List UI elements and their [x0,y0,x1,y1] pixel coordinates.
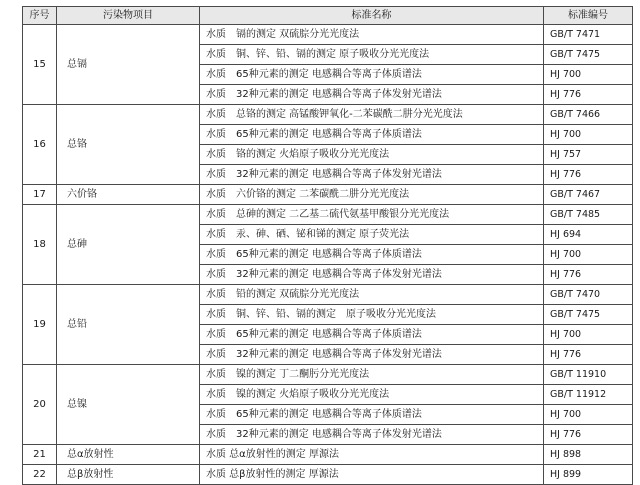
table-row [23,285,633,305]
cell-standard-name: 水质 32种元素的测定 电感耦合等离子体发射光谱法 [200,345,544,365]
cell-seq: 16 [23,105,57,185]
cell-pollutant: 总铅 [57,285,200,365]
cell-standard-name: 水质 32种元素的测定 电感耦合等离子体发射光谱法 [200,165,544,185]
cell-standard-name: 水质 32种元素的测定 电感耦合等离子体发射光谱法 [200,425,544,445]
cell-standard-code: HJ 700 [544,245,633,265]
cell-standard-code: HJ 776 [544,425,633,445]
cell-standard-code: GB/T 11912 [544,385,633,405]
cell-standard-name: 水质 镍的测定 火焰原子吸收分光光度法 [200,385,544,405]
cell-seq: 21 [23,445,57,465]
cell-seq: 18 [23,205,57,285]
cell-standard-code: HJ 700 [544,65,633,85]
cell-standard-code: GB/T 7470 [544,285,633,305]
cell-seq: 22 [23,465,57,485]
cell-standard-name: 水质 65种元素的测定 电感耦合等离子体质谱法 [200,125,544,145]
cell-pollutant: 六价铬 [57,185,200,205]
cell-seq: 20 [23,365,57,445]
table-row [23,465,633,485]
standards-table [22,6,633,485]
cell-standard-name: 水质 总α放射性的测定 厚源法 [200,445,544,465]
cell-standard-code: HJ 898 [544,445,633,465]
cell-standard-name: 水质 六价铬的测定 二苯碳酰二肼分光光度法 [200,185,544,205]
cell-standard-code: GB/T 7475 [544,305,633,325]
cell-standard-code: GB/T 11910 [544,365,633,385]
cell-seq: 17 [23,185,57,205]
cell-pollutant: 总β放射性 [57,465,200,485]
cell-standard-code: HJ 776 [544,265,633,285]
cell-standard-code: HJ 700 [544,325,633,345]
table-row [23,25,633,45]
header-standard-code: 标准编号 [544,7,633,25]
cell-pollutant: 总砷 [57,205,200,285]
header-row [23,7,633,25]
cell-standard-name: 水质 铬的测定 火焰原子吸收分光光度法 [200,145,544,165]
cell-pollutant: 总镉 [57,25,200,105]
cell-standard-code: HJ 700 [544,125,633,145]
cell-standard-name: 水质 65种元素的测定 电感耦合等离子体质谱法 [200,325,544,345]
table-row [23,365,633,385]
cell-standard-name: 水质 汞、砷、硒、铋和锑的测定 原子荧光法 [200,225,544,245]
cell-standard-name: 水质 65种元素的测定 电感耦合等离子体质谱法 [200,245,544,265]
cell-pollutant: 总α放射性 [57,445,200,465]
cell-standard-name: 水质 总铬的测定 高锰酸钾氧化-二苯碳酰二肼分光光度法 [200,105,544,125]
cell-standard-name: 水质 32种元素的测定 电感耦合等离子体发射光谱法 [200,265,544,285]
header-seq: 序号 [23,7,57,25]
table-row [23,445,633,465]
cell-standard-code: HJ 776 [544,85,633,105]
cell-standard-name: 水质 镉的测定 双硫腙分光光度法 [200,25,544,45]
header-pollutant: 污染物项目 [57,7,200,25]
cell-standard-code: HJ 776 [544,165,633,185]
cell-seq: 15 [23,25,57,105]
cell-pollutant: 总镍 [57,365,200,445]
cell-standard-name: 水质 铜、锌、铅、镉的测定 原子吸收分光光度法 [200,305,544,325]
cell-standard-name: 水质 32种元素的测定 电感耦合等离子体发射光谱法 [200,85,544,105]
cell-standard-name: 水质 65种元素的测定 电感耦合等离子体质谱法 [200,405,544,425]
cell-standard-code: HJ 776 [544,345,633,365]
table-row [23,205,633,225]
header-standard-name: 标准名称 [200,7,544,25]
table-row [23,185,633,205]
cell-pollutant: 总铬 [57,105,200,185]
table-row [23,105,633,125]
cell-standard-code: GB/T 7466 [544,105,633,125]
cell-standard-code: HJ 700 [544,405,633,425]
cell-seq: 19 [23,285,57,365]
cell-standard-name: 水质 总β放射性的测定 厚源法 [200,465,544,485]
table-header [23,7,633,25]
cell-standard-name: 水质 铜、锌、铅、镉的测定 原子吸收分光光度法 [200,45,544,65]
cell-standard-name: 水质 总砷的测定 二乙基二硫代氨基甲酸银分光光度法 [200,205,544,225]
cell-standard-code: HJ 694 [544,225,633,245]
cell-standard-code: GB/T 7471 [544,25,633,45]
cell-standard-code: GB/T 7485 [544,205,633,225]
cell-standard-code: HJ 899 [544,465,633,485]
cell-standard-name: 水质 镍的测定 丁二酮肟分光光度法 [200,365,544,385]
cell-standard-name: 水质 65种元素的测定 电感耦合等离子体质谱法 [200,65,544,85]
table-body [23,25,633,485]
cell-standard-code: GB/T 7467 [544,185,633,205]
cell-standard-code: GB/T 7475 [544,45,633,65]
cell-standard-name: 水质 铅的测定 双硫腙分光光度法 [200,285,544,305]
cell-standard-code: HJ 757 [544,145,633,165]
